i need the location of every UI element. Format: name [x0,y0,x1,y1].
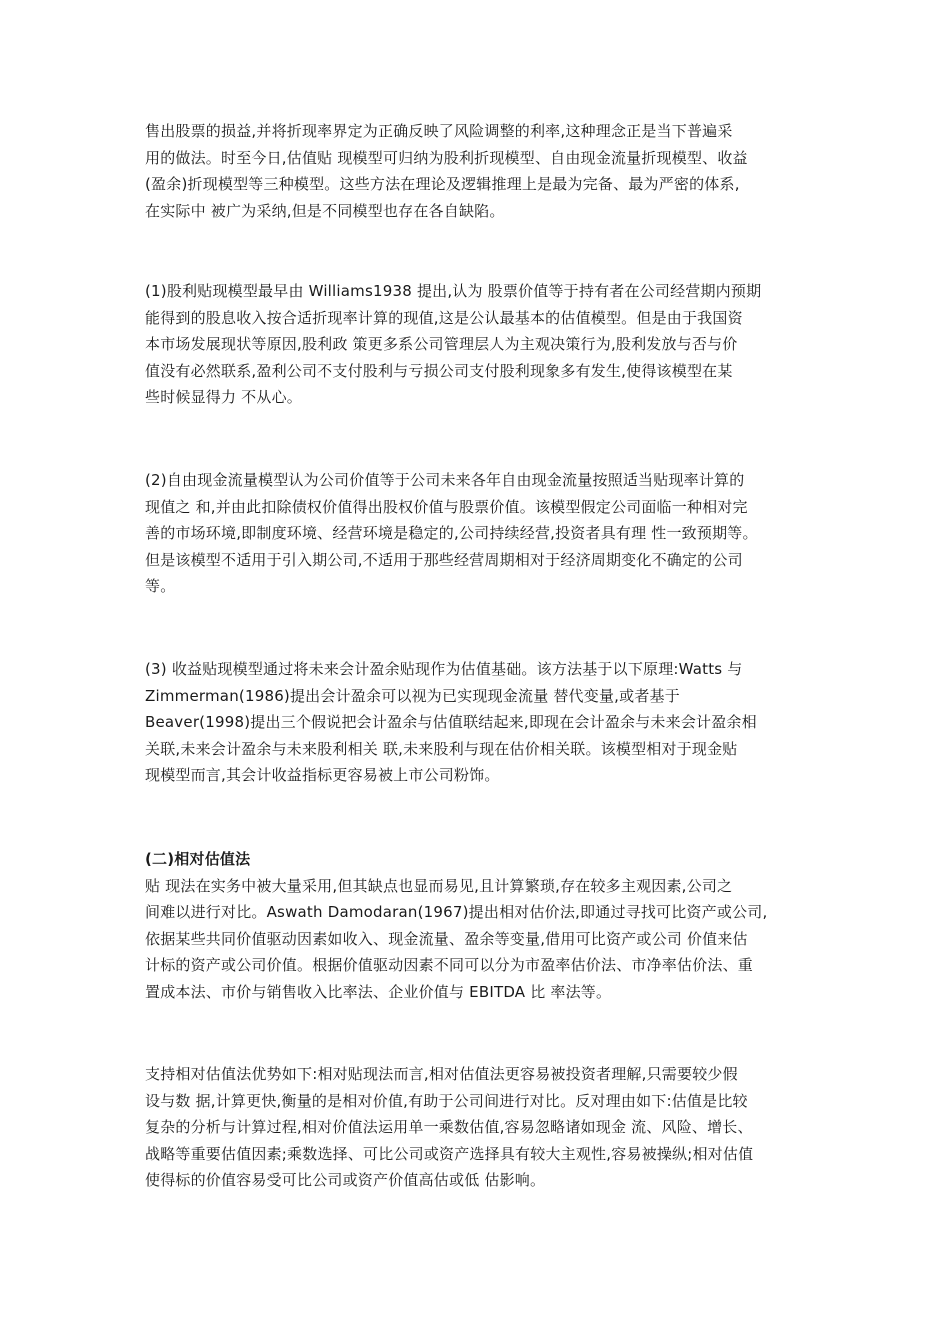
text-line: 但是该模型不适用于引入期公司,不适用于那些经营周期相对于经济周期变化不确定的公司 [145,550,743,569]
paragraph-dividend-discount-model [145,278,813,411]
text-line: (盈余)折现模型等三种模型。这些方法在理论及逻辑推理上是最为完备、最为严密的体系, [145,175,740,193]
text-line: 计标的资产或公司价值。根据价值驱动因素不同可以分为市盈率估价法、市净率估价法、重 [145,956,754,974]
text-line: 在实际中 被广为采纳,但是不同模型也存在各自缺陷。 [145,201,505,220]
section-relative-valuation [145,846,813,1005]
text-line: Zimmerman(1986)提出会计盈余可以视为已实现现金流量 替代变量,或者基于 [145,686,680,705]
text-line: 本市场发展现状等原因,股利政 策更多系公司管理层人为主观决策行为,股利发放与否与价 [145,335,738,353]
text-line: 战略等重要估值因素;乘数选择、可比公司或资产选择具有较大主观性,容易被操纵;相对估值 [145,1144,754,1163]
text-line: 善的市场环境,即制度环境、经营环境是稳定的,公司持续经营,投资者具有理 性一致预期等。 [145,524,758,542]
text-line: 些时候显得力 不从心。 [145,388,302,406]
text-line: 关联,未来会计盈余与未来股利相关 联,未来股利与现在估价相关联。该模型相对于现金贴 [145,739,738,758]
text-line: 用的做法。时至今日,估值贴 现模型可归纳为股利折现模型、自由现金流量折现模型、收益 [145,148,748,167]
text-line: (2)自由现金流量模型认为公司价值等于公司未来各年自由现金流量按照适当贴现率计算的 [145,471,745,489]
text-line: 使得标的价值容易受可比公司或资产价值高估或低 估影响。 [145,1171,546,1189]
text-line: 贴 现法在实务中被大量采用,但其缺点也显而易见,且计算繁琐,存在较多主观因素,公司之 [145,876,733,895]
section-heading: (二)相对估值法 [145,850,251,868]
text-line: (1)股利贴现模型最早由 Williams1938 提出,认为 股票价值等于持有者在公司经营期内预期 [145,282,762,300]
paragraph-relative-valuation-pros-cons [145,1061,813,1194]
text-line: 现模型而言,其会计收益指标更容易被上市公司粉饰。 [145,766,500,784]
text-line: (3) 收益贴现模型通过将未来会计盈余贴现作为估值基础。该方法基于以下原理:Watts 与 [145,660,743,678]
text-line: 等。 [145,577,176,595]
paragraph-earnings-discount-model [145,656,813,789]
text-line: 复杂的分析与计算过程,相对价值法运用单一乘数估值,容易忽略诸如现金 流、风险、增长、 [145,1118,753,1136]
text-line: 置成本法、市价与销售收入比率法、企业价值与 EBITDA 比 率法等。 [145,982,612,1001]
text-line: 依据某些共同价值驱动因素如收入、现金流量、盈余等变量,借用可比资产或公司 价值来估 [145,929,748,948]
text-line: Beaver(1998)提出三个假说把会计盈余与估值联结起来,即现在会计盈余与未来会计盈余相 [145,713,757,731]
text-line: 现值之 和,并由此扣除债权价值得出股权价值与股票价值。该模型假定公司面临一种相对完 [145,497,748,516]
paragraph-valuation-discount-intro [145,118,813,224]
text-line: 间难以进行对比。Aswath Damodaran(1967)提出相对估价法,即通过寻找可比资产或公司, [145,903,768,921]
text-line: 值没有必然联系,盈利公司不支付股利与亏损公司支付股利现象多有发生,使得该模型在某 [145,361,733,380]
text-line: 设与数 据,计算更快,衡量的是相对价值,有助于公司间进行对比。反对理由如下:估值是比较 [145,1091,748,1110]
paragraph-free-cash-flow-model [145,467,813,600]
text-line: 能得到的股息收入按合适折现率计算的现值,这是公认最基本的估值模型。但是由于我国资 [145,308,743,327]
text-line: 支持相对估值法优势如下:相对贴现法而言,相对估值法更容易被投资者理解,只需要较少假 [145,1065,738,1083]
text-line: 售出股票的损益,并将折现率界定为正确反映了风险调整的利率,这种理念正是当下普遍采 [145,122,733,140]
